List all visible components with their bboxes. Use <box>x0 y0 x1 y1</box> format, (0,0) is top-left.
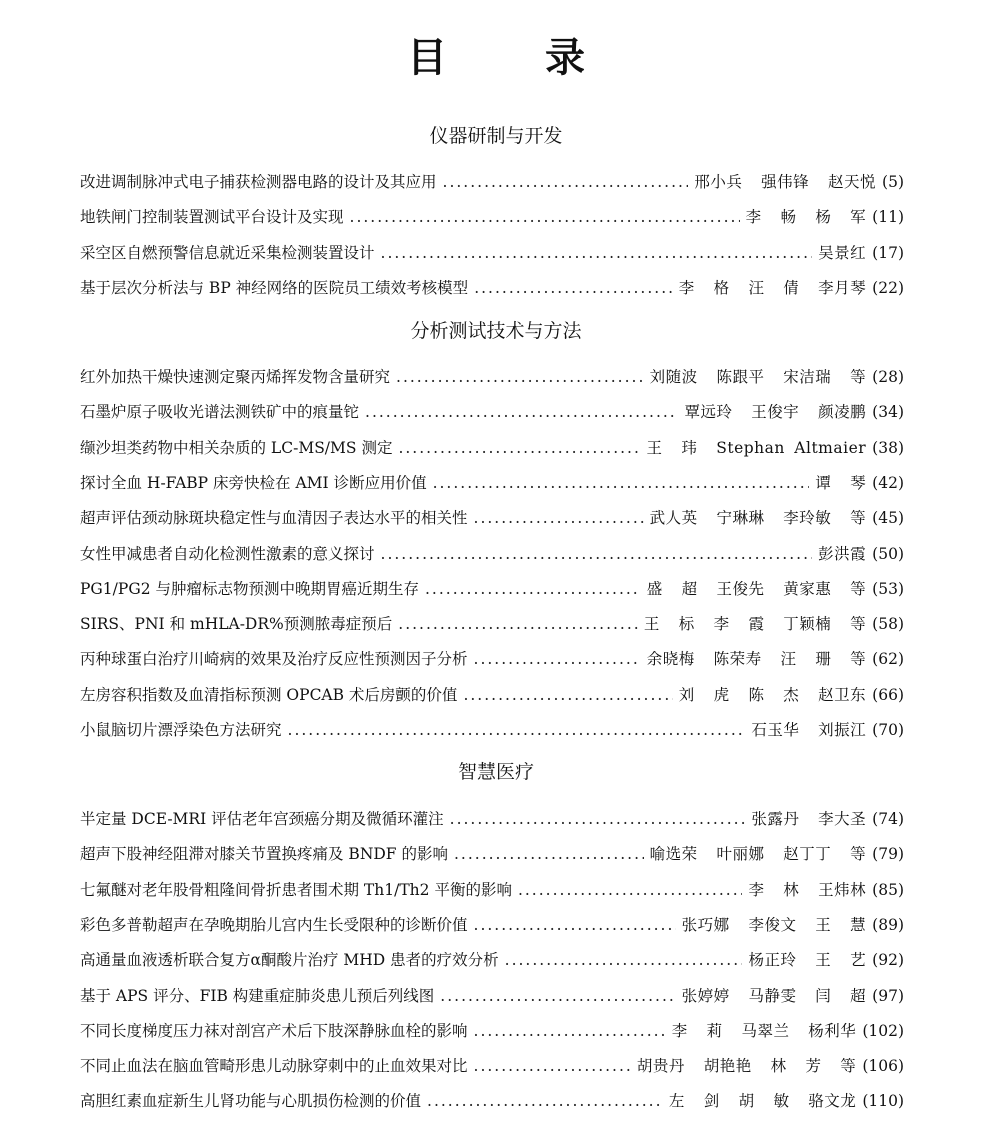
dot-leader <box>474 912 676 938</box>
article-authors: 石玉华 刘振江 <box>751 721 867 739</box>
dot-leader <box>396 364 644 390</box>
article-authors: 喻选荣 叶丽娜 赵丁丁 等 <box>649 845 867 864</box>
article-authors: 胡贵丹 胡艳艳 林 芳 等 <box>636 1057 857 1076</box>
toc-entry[interactable] <box>80 1088 904 1114</box>
article-authors: 武人英 宁琳琳 李玲敏 等 <box>649 509 867 528</box>
article-title: 超声下股神经阻滞对膝关节置换疼痛及 BNDF 的影响 <box>80 845 448 864</box>
page-number: (58) <box>872 615 904 634</box>
page-number: (38) <box>872 438 904 457</box>
toc-entry[interactable] <box>80 204 904 230</box>
dot-leader <box>350 204 740 230</box>
article-title: 改进调制脉冲式电子捕获检测器电路的设计及其应用 <box>80 173 437 191</box>
article-title: 七氟醚对老年股骨粗隆间骨折患者围术期 Th1/Th2 平衡的影响 <box>80 880 512 899</box>
dot-leader <box>440 983 675 1009</box>
toc-entry[interactable] <box>80 240 904 266</box>
article-authors: 彭洪霞 <box>818 544 867 563</box>
page-number: (102) <box>862 1021 904 1040</box>
toc-entry[interactable] <box>80 275 904 301</box>
dot-leader <box>450 806 746 832</box>
page-number: (70) <box>872 721 904 739</box>
page-number: (85) <box>872 880 904 899</box>
article-authors: 李 畅 杨 军 <box>745 208 867 227</box>
toc-entry[interactable] <box>80 399 904 425</box>
toc-entry[interactable] <box>80 1018 904 1044</box>
toc-entry[interactable] <box>80 682 904 708</box>
toc-entry[interactable] <box>80 169 904 195</box>
toc-entry[interactable] <box>80 541 904 567</box>
article-authors: 王 标 李 霞 丁颖楠 等 <box>643 615 867 634</box>
toc-entry[interactable] <box>80 841 904 867</box>
article-title: 不同长度梯度压力袜对剖宫产术后下肢深静脉血栓的影响 <box>80 1021 468 1040</box>
article-title: 小鼠脑切片漂浮染色方法研究 <box>80 721 282 739</box>
page-title: 目 录 <box>407 35 627 81</box>
dot-leader <box>398 611 638 637</box>
dot-leader <box>505 947 743 973</box>
article-authors: 张巧娜 李俊文 王 慧 <box>681 915 867 934</box>
article-title: 探讨全血 H-FABP 床旁快检在 AMI 诊断应用价值 <box>80 473 427 492</box>
page-number: (92) <box>872 951 904 970</box>
article-title: 石墨炉原子吸收光谱法测铁矿中的痕量铊 <box>80 403 360 422</box>
page-number: (97) <box>872 986 904 1005</box>
toc-entry[interactable] <box>80 1053 904 1079</box>
toc-entry[interactable] <box>80 646 904 672</box>
dot-leader <box>433 470 810 496</box>
dot-leader <box>474 646 641 672</box>
article-title: 采空区自燃预警信息就近采集检测装置设计 <box>80 243 375 262</box>
article-title: 超声评估颈动脉斑块稳定性与血清因子表达水平的相关性 <box>80 509 468 528</box>
dot-leader <box>518 877 743 903</box>
toc-entry[interactable] <box>80 505 904 531</box>
dot-leader <box>398 435 640 461</box>
toc-entry[interactable] <box>80 877 904 903</box>
toc-entry[interactable] <box>80 576 904 602</box>
article-title: 左房容积指数及血清指标预测 OPCAB 术后房颤的价值 <box>80 685 458 704</box>
page-number: (42) <box>872 473 904 492</box>
section-heading: 仪器研制与开发 <box>429 125 563 147</box>
article-title: 缬沙坦类药物中相关杂质的 LC-MS/MS 测定 <box>80 438 393 457</box>
page-number: (34) <box>872 403 904 422</box>
toc-entry[interactable] <box>80 364 904 390</box>
article-authors: 盛 超 王俊先 黄家惠 等 <box>646 579 867 598</box>
article-title: 基于 APS 评分、FIB 构建重症肺炎患儿预后列线图 <box>80 986 435 1005</box>
toc-entry[interactable] <box>80 611 904 637</box>
article-title: 丙种球蛋白治疗川崎病的效果及治疗反应性预测因子分析 <box>80 650 468 669</box>
page-number: (17) <box>872 243 904 262</box>
article-title: 高胆红素血症新生儿肾功能与心肌损伤检测的价值 <box>80 1092 422 1111</box>
page-number: (79) <box>872 845 904 864</box>
article-title: SIRS、PNI 和 mHLA-DR%预测脓毒症预后 <box>80 615 393 634</box>
page-number: (50) <box>872 544 904 563</box>
article-authors: 余晓梅 陈荣寿 汪 珊 等 <box>646 650 867 669</box>
dot-leader <box>474 1018 666 1044</box>
page-number: (5) <box>882 173 904 191</box>
page-number: (62) <box>872 650 904 669</box>
dot-leader <box>474 1053 631 1079</box>
article-authors: 张婷婷 马静雯 闫 超 <box>681 986 867 1005</box>
article-title: 彩色多普勒超声在孕晚期胎儿宫内生长受限种的诊断价值 <box>80 915 468 934</box>
section-heading: 智慧医疗 <box>457 761 534 783</box>
article-title: 不同止血法在脑血管畸形患儿动脉穿刺中的止血效果对比 <box>80 1057 468 1076</box>
article-title: 半定量 DCE-MRI 评估老年宫颈癌分期及微循环灌注 <box>80 810 444 828</box>
article-authors: 李 格 汪 倩 李月琴 <box>678 278 867 297</box>
page-number: (89) <box>872 915 904 934</box>
toc-entry[interactable] <box>80 435 904 461</box>
dot-leader <box>425 576 641 602</box>
article-authors: 刘随波 陈跟平 宋洁瑞 等 <box>649 368 867 386</box>
page-number: (28) <box>872 368 904 386</box>
page-number: (66) <box>872 685 904 704</box>
article-authors: 谭 琴 <box>815 473 867 492</box>
article-title: PG1/PG2 与肿瘤标志物预测中晚期胃癌近期生存 <box>80 579 419 598</box>
article-authors: 杨正玲 王 艺 <box>748 951 867 970</box>
dot-leader <box>288 717 746 743</box>
dot-leader <box>454 841 644 867</box>
article-title: 基于层次分析法与 BP 神经网络的医院员工绩效考核模型 <box>80 278 469 297</box>
dot-leader <box>381 541 813 567</box>
page-number: (74) <box>872 810 904 828</box>
toc-entry[interactable] <box>80 470 904 496</box>
article-authors: 覃远玲 王俊宇 颜凌鹏 <box>684 403 867 422</box>
toc-entry[interactable] <box>80 947 904 973</box>
toc-entry[interactable] <box>80 717 904 743</box>
article-authors: 王 玮 Stephan Altmaier <box>646 438 867 457</box>
dot-leader <box>381 240 813 266</box>
article-authors: 李 林 王炜林 <box>748 880 867 899</box>
toc-entry[interactable] <box>80 983 904 1009</box>
article-authors: 吴景红 <box>818 243 867 262</box>
article-authors: 左 剑 胡 敏 骆文龙 <box>668 1092 857 1111</box>
dot-leader <box>474 275 673 301</box>
article-authors: 张露丹 李大圣 <box>751 810 867 828</box>
article-authors: 李 莉 马翠兰 杨利华 <box>671 1021 857 1040</box>
page-number: (45) <box>872 509 904 528</box>
dot-leader <box>427 1088 663 1114</box>
page-number: (22) <box>872 278 904 297</box>
page-number: (53) <box>872 579 904 598</box>
toc-entry[interactable] <box>80 806 904 832</box>
section-heading: 分析测试技术与方法 <box>410 320 582 342</box>
article-authors: 邢小兵 强伟锋 赵天悦 <box>694 173 877 191</box>
dot-leader <box>443 169 689 195</box>
page-number: (11) <box>872 208 904 227</box>
page-number: (106) <box>862 1057 904 1076</box>
dot-leader <box>474 505 644 531</box>
page-number: (110) <box>862 1092 904 1111</box>
article-title: 高通量血液透析联合复方α酮酸片治疗 MHD 患者的疗效分析 <box>80 951 499 970</box>
article-authors: 刘 虎 陈 杰 赵卫东 <box>678 685 867 704</box>
toc-entry[interactable] <box>80 912 904 938</box>
dot-leader <box>365 399 678 425</box>
article-title: 女性甲减患者自动化检测性激素的意义探讨 <box>80 544 375 563</box>
dot-leader <box>463 682 672 708</box>
article-title: 地铁闸门控制装置测试平台设计及实现 <box>80 208 344 227</box>
article-title: 红外加热干燥快速测定聚丙烯挥发物含量研究 <box>80 368 391 386</box>
